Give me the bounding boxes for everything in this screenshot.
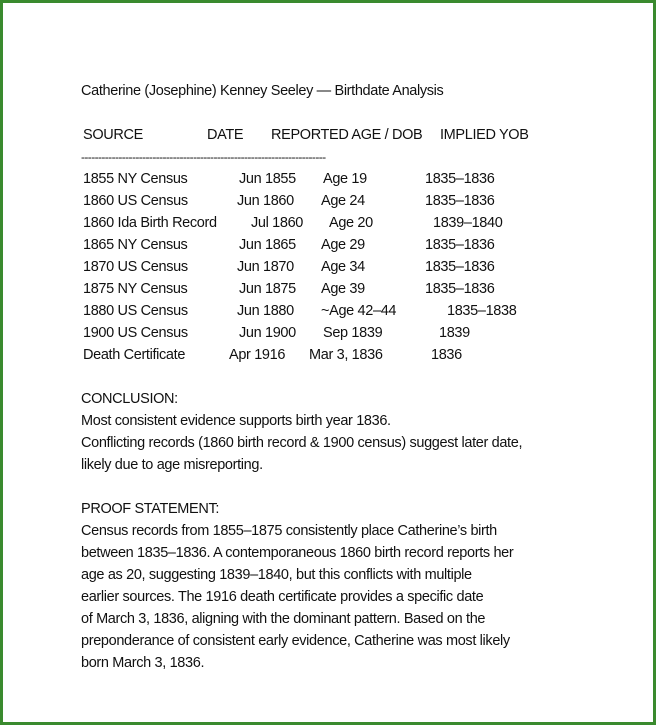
- header-implied: IMPLIED YOB: [440, 127, 529, 143]
- cell-implied: 1835–1838: [447, 303, 517, 319]
- text-line: age as 20, suggesting 1839–1840, but this conflicts with multiple: [81, 567, 472, 583]
- cell-source: 1880 US Census: [83, 303, 188, 319]
- cell-implied: 1835–1836: [425, 281, 495, 297]
- text-line: Conflicting records (1860 birth record & 1900 census) suggest later date,: [81, 435, 523, 451]
- cell-reported: ~Age 42–44: [321, 303, 397, 319]
- proof-text: [81, 520, 621, 674]
- text-line: preponderance of consistent early evidence, Catherine was most likely: [81, 633, 510, 649]
- table-separator: ------------------------------------------------------------------------: [81, 150, 326, 164]
- table-row: [81, 234, 621, 256]
- table-rows: [81, 168, 621, 366]
- cell-reported: Age 19: [323, 171, 367, 187]
- cell-date: Jun 1875: [239, 281, 296, 297]
- text-line: between 1835–1836. A contemporaneous 1860 birth record reports her: [81, 545, 514, 561]
- cell-implied: 1836: [431, 347, 462, 363]
- header-source: SOURCE: [83, 127, 143, 143]
- table-row: [81, 278, 621, 300]
- cell-source: 1865 NY Census: [83, 237, 188, 253]
- proof-heading: PROOF STATEMENT:: [81, 501, 220, 517]
- text-line: earlier sources. The 1916 death certificate provides a specific date: [81, 589, 484, 605]
- table-row: [81, 344, 621, 366]
- cell-reported: Age 29: [321, 237, 365, 253]
- cell-date: Jul 1860: [251, 215, 304, 231]
- conclusion-text: [81, 410, 621, 476]
- text-line: born March 3, 1836.: [81, 655, 205, 671]
- cell-implied: 1835–1836: [425, 237, 495, 253]
- table-row: [81, 322, 621, 344]
- cell-implied: 1835–1836: [425, 259, 495, 275]
- conclusion-heading: CONCLUSION:: [81, 391, 178, 407]
- header-reported: REPORTED AGE / DOB: [271, 127, 423, 143]
- cell-source: 1870 US Census: [83, 259, 188, 275]
- document-title: Catherine (Josephine) Kenney Seeley — Birthdate Analysis: [81, 83, 444, 99]
- cell-implied: 1835–1836: [425, 171, 495, 187]
- table-row: [81, 168, 621, 190]
- header-date: DATE: [207, 127, 244, 143]
- text-line: of March 3, 1836, aligning with the dominant pattern. Based on the: [81, 611, 486, 627]
- cell-date: Jun 1870: [237, 259, 294, 275]
- cell-date: Jun 1865: [239, 237, 296, 253]
- table-row: [81, 190, 621, 212]
- cell-implied: 1839: [439, 325, 470, 341]
- text-line: Census records from 1855–1875 consistently place Catherine’s birth: [81, 523, 497, 539]
- document-body: [81, 80, 621, 674]
- cell-source: 1855 NY Census: [83, 171, 188, 187]
- cell-source: 1860 US Census: [83, 193, 188, 209]
- cell-implied: 1835–1836: [425, 193, 495, 209]
- cell-implied: 1839–1840: [433, 215, 503, 231]
- cell-source: 1860 Ida Birth Record: [83, 215, 217, 231]
- text-line: likely due to age misreporting.: [81, 457, 263, 473]
- cell-reported: Mar 3, 1836: [309, 347, 383, 363]
- cell-source: Death Certificate: [83, 347, 186, 363]
- cell-source: 1875 NY Census: [83, 281, 188, 297]
- cell-date: Jun 1880: [237, 303, 294, 319]
- text-line: Most consistent evidence supports birth year 1836.: [81, 413, 391, 429]
- cell-date: Jun 1855: [239, 171, 296, 187]
- cell-date: Jun 1860: [237, 193, 294, 209]
- table-row: [81, 212, 621, 234]
- cell-reported: Sep 1839: [323, 325, 383, 341]
- cell-date: Jun 1900: [239, 325, 296, 341]
- table-row: [81, 300, 621, 322]
- cell-reported: Age 34: [321, 259, 365, 275]
- cell-reported: Age 20: [329, 215, 373, 231]
- cell-date: Apr 1916: [229, 347, 286, 363]
- table-header-row: [81, 124, 621, 146]
- cell-reported: Age 39: [321, 281, 365, 297]
- cell-source: 1900 US Census: [83, 325, 188, 341]
- table-row: [81, 256, 621, 278]
- cell-reported: Age 24: [321, 193, 365, 209]
